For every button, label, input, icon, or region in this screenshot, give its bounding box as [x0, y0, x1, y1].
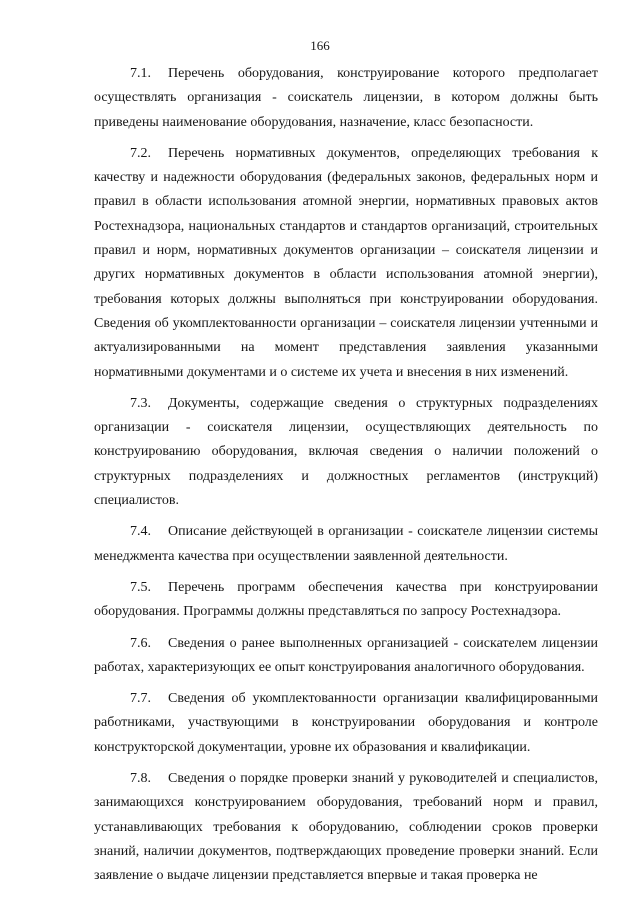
paragraph-number: 7.5.	[130, 579, 151, 595]
paragraph-number: 7.2.	[130, 145, 151, 161]
paragraph-7-4	[94, 520, 598, 569]
paragraph-text: Документы, содержащие сведения о структурных подразделениях организации - соискателя лицензии, осуществляющих деятельность по конструированию оборудования, включая сведения о наличии положений о структурных подразделениях и должностных регламентов (инструкций) специалистов.	[94, 395, 598, 509]
document-body	[94, 62, 598, 896]
paragraph-number: 7.8.	[130, 771, 151, 787]
page-number: 166	[310, 38, 330, 53]
paragraph-7-1	[94, 62, 598, 135]
paragraph-number: 7.4.	[130, 524, 151, 540]
paragraph-text: Описание действующей в организации - соискателе лицензии системы менеджмента качества при осуществлении заявленной деятельности.	[94, 524, 598, 564]
paragraph-number: 7.3.	[130, 395, 151, 411]
paragraph-7-8	[94, 767, 598, 888]
paragraph-7-2	[94, 142, 598, 385]
paragraph-7-3	[94, 392, 598, 513]
paragraph-text: Перечень программ обеспечения качества при конструировании оборудования. Программы должны представляться по запросу Ростехнадзора.	[94, 579, 598, 620]
paragraph-text: Сведения об укомплектованности организации квалифицированными работниками, участвующими в конструировании оборудования и контроле конструкторской документации, уровне их образования и квалификации.	[94, 691, 598, 755]
paragraph-text: Перечень нормативных документов, определяющих требования к качеству и надежности оборудования (федеральных законов, федеральных норм и правил в области использования атомной энергии, нормативных правовых актов Ростехнадзора, национальных стандартов и стандартов организаций, строительных правил и норм, нормативных документов организации – соискателя лицензии и других нормативных документов в области использования атомной энергии), требования которых должны выполняться при конструировании оборудования. Сведения об укомплектованности организации – соискателя лицензии учтенными и актуализированными на момент представления заявления указанными нормативными документами и о системе их учета и внесения в них изменений.	[94, 145, 598, 380]
paragraph-text: Сведения о порядке проверки знаний у руководителей и специалистов, занимающихся конструированием оборудования, требований норм и правил, устанавливающих требования к оборудованию, соблюдении сроков проверки знаний, наличии документов, подтверждающих проведение проверки знаний. Если заявление о выдаче лицензии представляется впервые и такая проверка не	[94, 771, 598, 884]
paragraph-7-5	[94, 576, 598, 625]
paragraph-7-6	[94, 632, 598, 681]
paragraph-7-7	[94, 687, 598, 760]
paragraph-text: Сведения о ранее выполненных организацией - соискателем лицензии работах, характеризующих ее опыт конструирования аналогичного оборудования.	[94, 635, 598, 675]
paragraph-text: Перечень оборудования, конструирование которого предполагает осуществлять организация - соискатель лицензии, в котором должны быть приведены наименование оборудования, назначение, класс безопасности.	[94, 66, 598, 130]
paragraph-number: 7.6.	[130, 635, 151, 651]
paragraph-number: 7.1.	[130, 66, 151, 81]
paragraph-number: 7.7.	[130, 691, 151, 707]
